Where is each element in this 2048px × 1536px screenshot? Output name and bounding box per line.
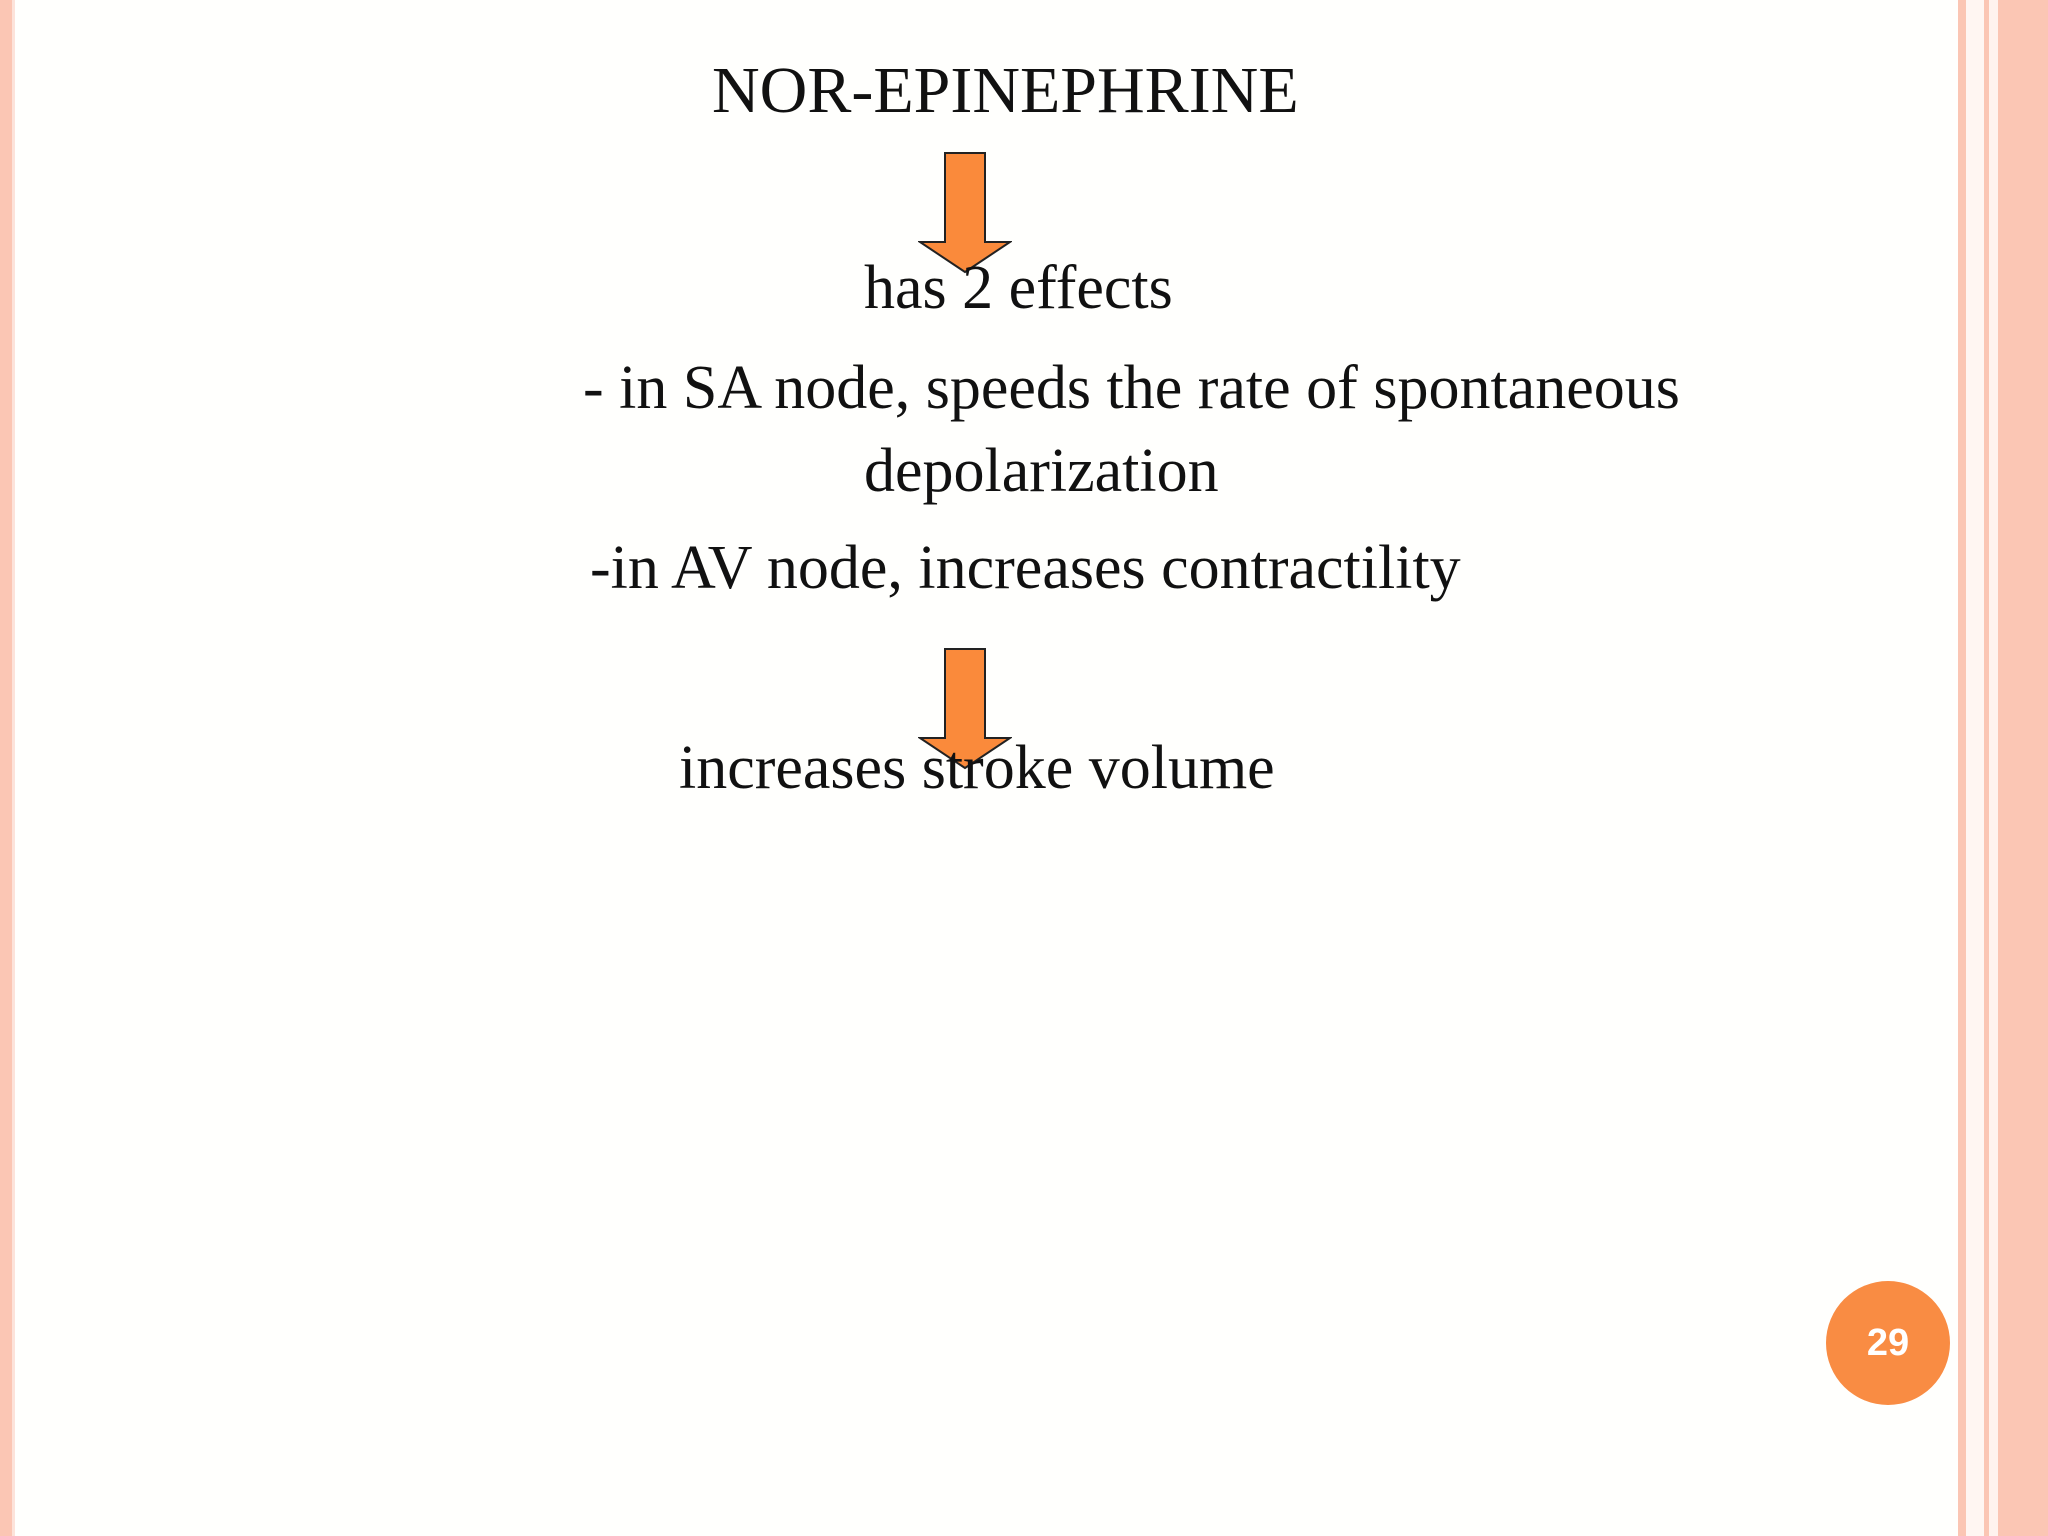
- right-border-stripe: [1958, 0, 1966, 1536]
- right-border-stripe: [1989, 0, 1998, 1536]
- left-border-inner: [12, 0, 15, 1536]
- right-border-stripe: [1966, 0, 1984, 1536]
- slide-title: NOR-EPINEPHRINE: [712, 54, 1299, 127]
- text-line-stroke-volume: increases stroke volume: [679, 734, 1275, 802]
- text-line-sa-node: - in SA node, speeds the rate of spontaneous: [583, 354, 1680, 422]
- left-border: [0, 0, 12, 1536]
- right-border-stripe: [1998, 0, 2048, 1536]
- text-line-av-node: -in AV node, increases contractility: [590, 534, 1461, 602]
- page-number-badge: 29: [1826, 1281, 1950, 1405]
- text-line-effects: has 2 effects: [864, 254, 1173, 322]
- text-line-depolarization: depolarization: [864, 437, 1219, 505]
